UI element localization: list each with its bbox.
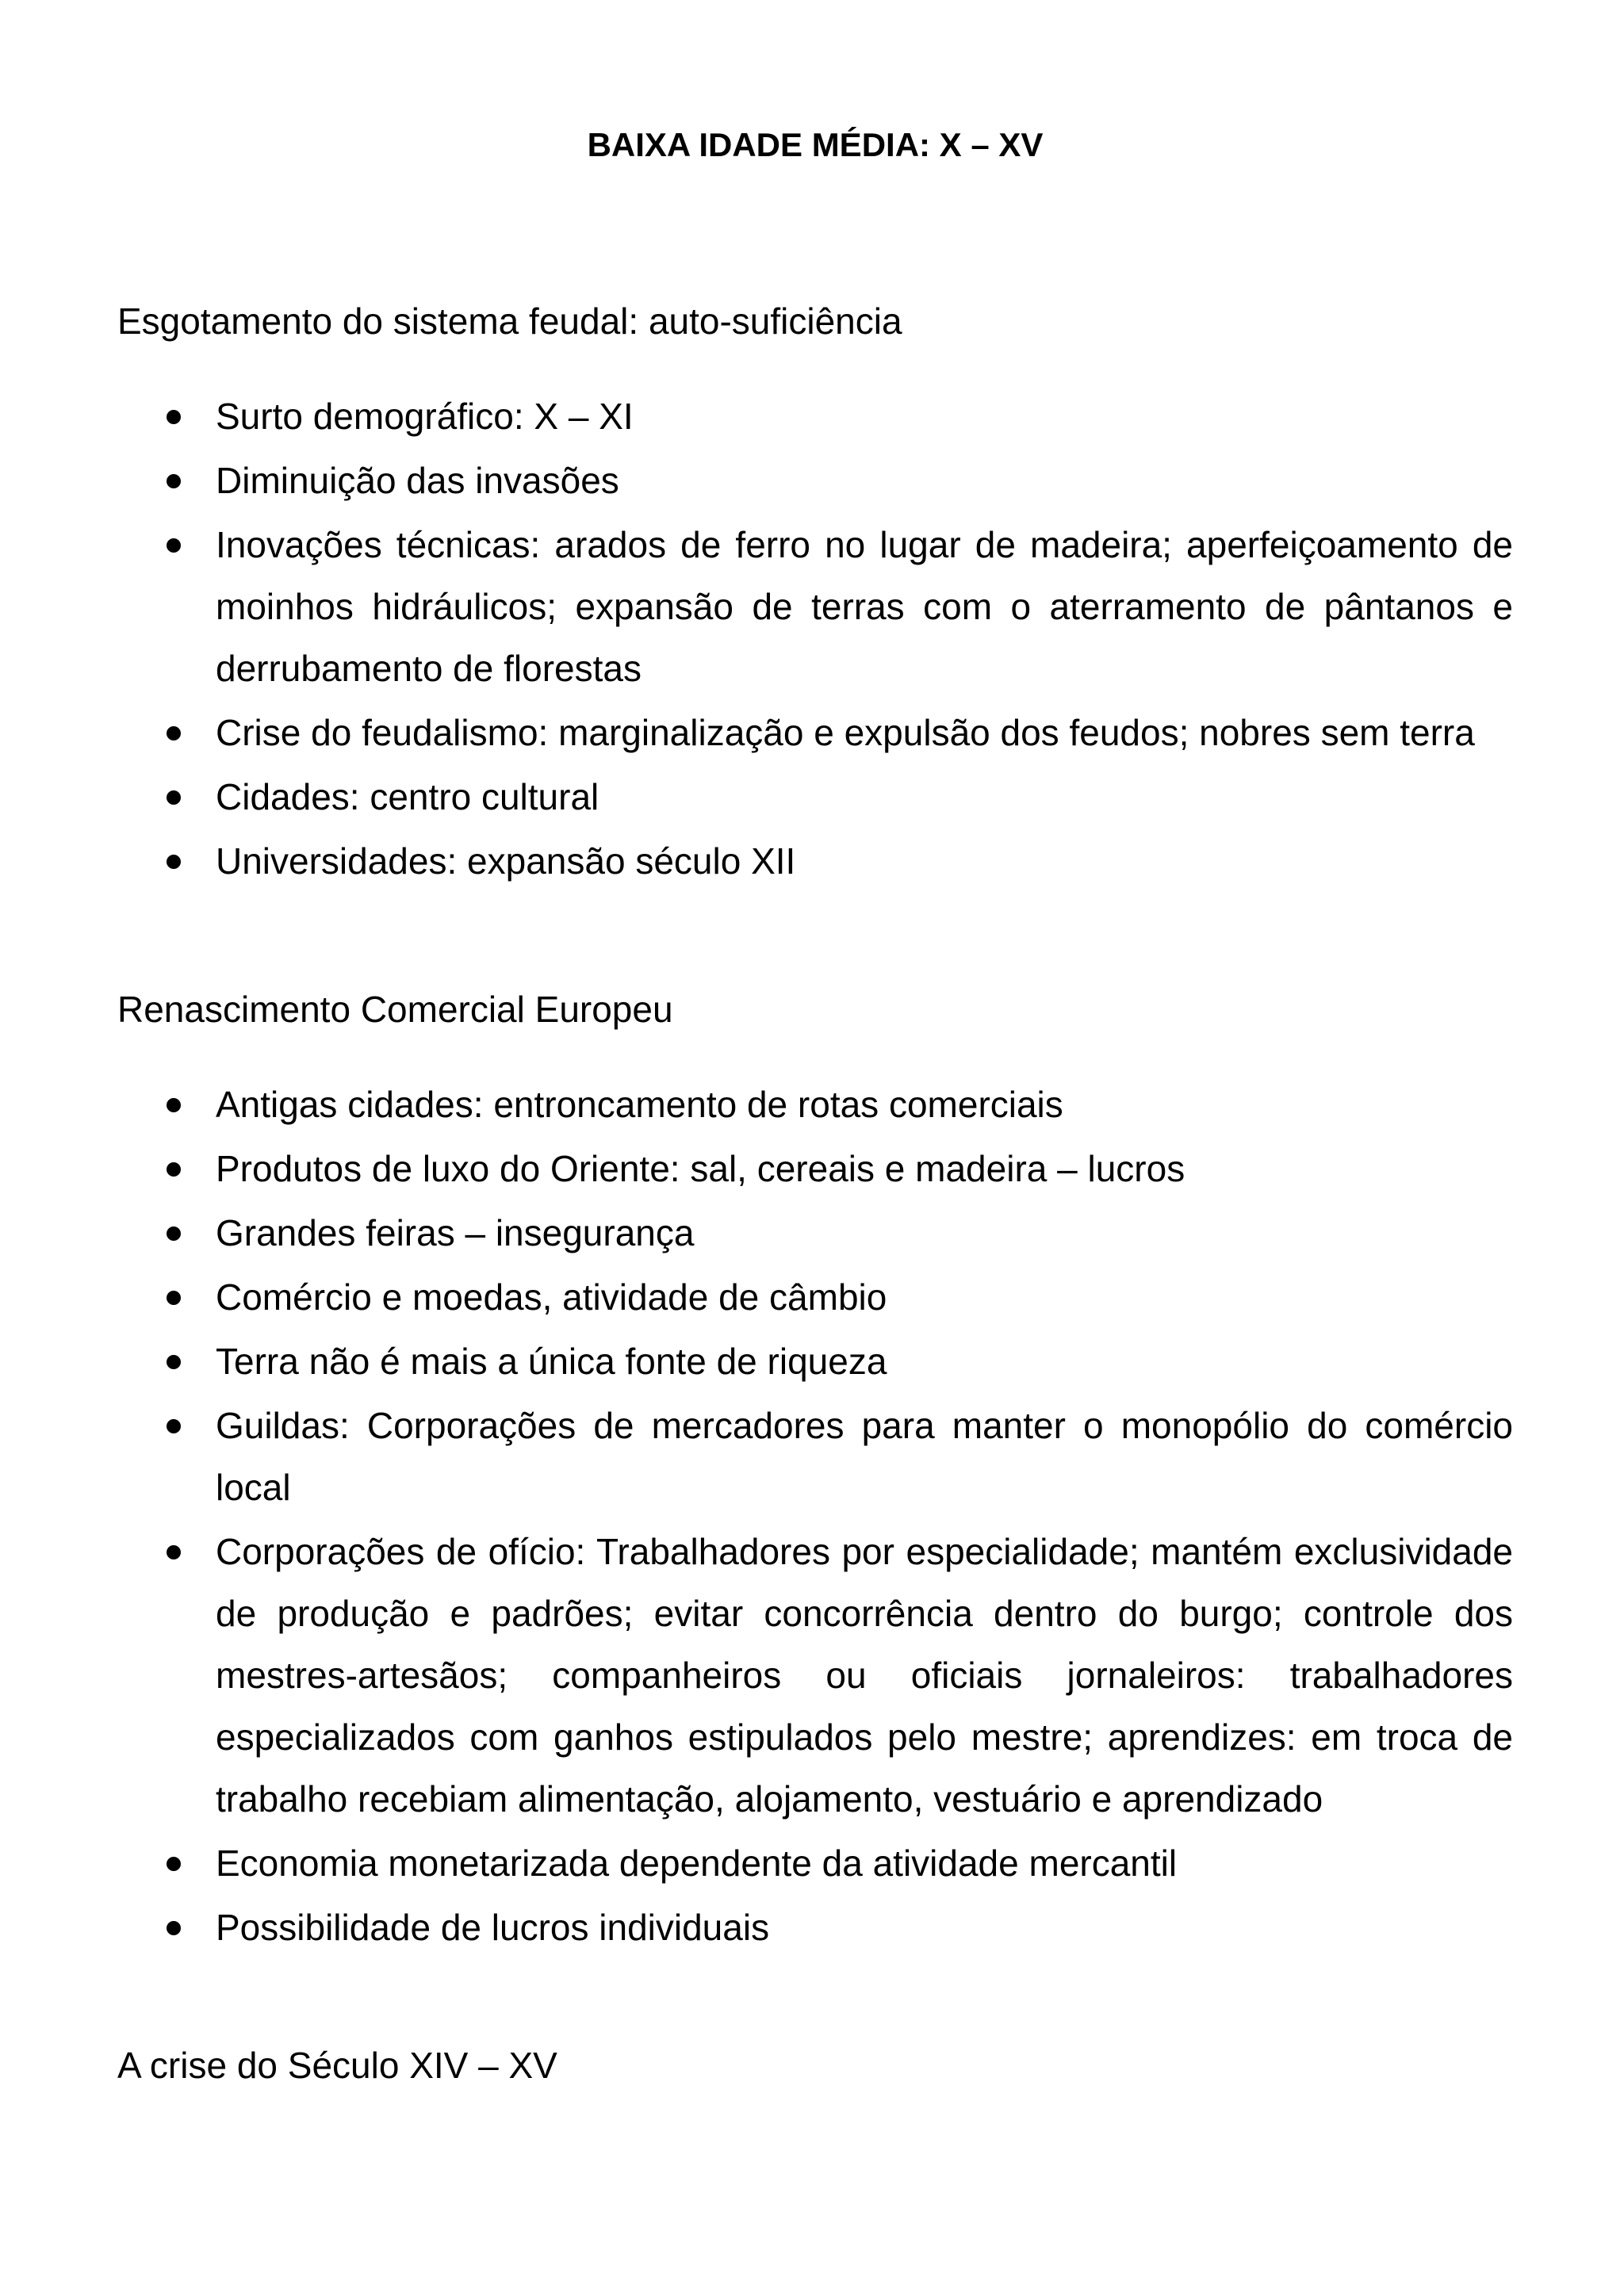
bullet-icon (167, 855, 181, 869)
bullet-icon (167, 1291, 181, 1305)
list-item (117, 1521, 1513, 1830)
list-item (117, 385, 1513, 447)
section-heading-crise: A crise do Século XIV – XV (117, 2045, 557, 2086)
section-heading-esgotamento: Esgotamento do sistema feudal: auto-suficiência (117, 300, 902, 342)
list-item (117, 766, 1513, 828)
list-item (117, 514, 1513, 699)
bullet-icon (167, 474, 181, 488)
list-item-text: Possibilidade de lucros individuais (216, 1907, 770, 1948)
bullet-icon (167, 726, 181, 740)
list-item-text: Guildas: Corporações de mercadores para manter o monopólio do comércio local (216, 1405, 1513, 1508)
list-item-text: Grandes feiras – insegurança (216, 1212, 695, 1253)
bullet-icon (167, 410, 181, 424)
section-list-esgotamento (117, 385, 1513, 894)
list-item (117, 1138, 1513, 1200)
list-item-text: Corporações de ofício: Trabalhadores por especialidade; mantém exclusividade de produção e padrões; evitar concorrência dentro do burgo; controle dos mestres-artesãos; companheiros ou oficiais jornaleiros: trabalhadores especializados com ganhos estipulados pelo mestre; aprendizes: em troca de trabalho recebiam alimentação, alojamento, vestuário e aprendizado (216, 1531, 1513, 1820)
document-title: BAIXA IDADE MÉDIA: X – XV (587, 126, 1044, 163)
list-item (117, 1832, 1513, 1894)
list-item (117, 830, 1513, 892)
section-list-renascimento (117, 1073, 1513, 1961)
section-heading-renascimento: Renascimento Comercial Europeu (117, 989, 673, 1030)
list-item-text: Surto demográfico: X – XI (216, 396, 634, 437)
list-item (117, 1202, 1513, 1264)
bullet-icon (167, 1857, 181, 1871)
list-item-text: Diminuição das invasões (216, 460, 619, 501)
list-item-text: Inovações técnicas: arados de ferro no lugar de madeira; aperfeiçoamento de moinhos hidráulicos; expansão de terras com o aterramento de pântanos e derrubamento de florestas (216, 524, 1513, 689)
list-item (117, 450, 1513, 511)
list-item-text: Cidades: centro cultural (216, 776, 599, 817)
list-item (117, 1395, 1513, 1518)
list-item-text: Produtos de luxo do Oriente: sal, cereais e madeira – lucros (216, 1148, 1185, 1189)
bullet-icon (167, 1162, 181, 1177)
bullet-icon (167, 1355, 181, 1369)
list-item-text: Comércio e moedas, atividade de câmbio (216, 1276, 887, 1318)
list-item-text: Terra não é mais a única fonte de riqueza (216, 1341, 887, 1382)
list-item-text: Economia monetarizada dependente da atividade mercantil (216, 1843, 1178, 1884)
list-item-text: Crise do feudalismo: marginalização e expulsão dos feudos; nobres sem terra (216, 712, 1475, 753)
list-item (117, 1266, 1513, 1328)
bullet-icon (167, 538, 181, 553)
list-item-text: Universidades: expansão século XII (216, 840, 796, 882)
list-item (117, 1073, 1513, 1135)
bullet-icon (167, 1545, 181, 1559)
list-item (117, 1896, 1513, 1958)
bullet-icon (167, 1921, 181, 1935)
bullet-icon (167, 1419, 181, 1433)
bullet-icon (167, 790, 181, 805)
list-item-text: Antigas cidades: entroncamento de rotas comerciais (216, 1084, 1063, 1125)
bullet-icon (167, 1226, 181, 1241)
bullet-icon (167, 1098, 181, 1112)
list-item (117, 1330, 1513, 1392)
list-item (117, 702, 1513, 763)
